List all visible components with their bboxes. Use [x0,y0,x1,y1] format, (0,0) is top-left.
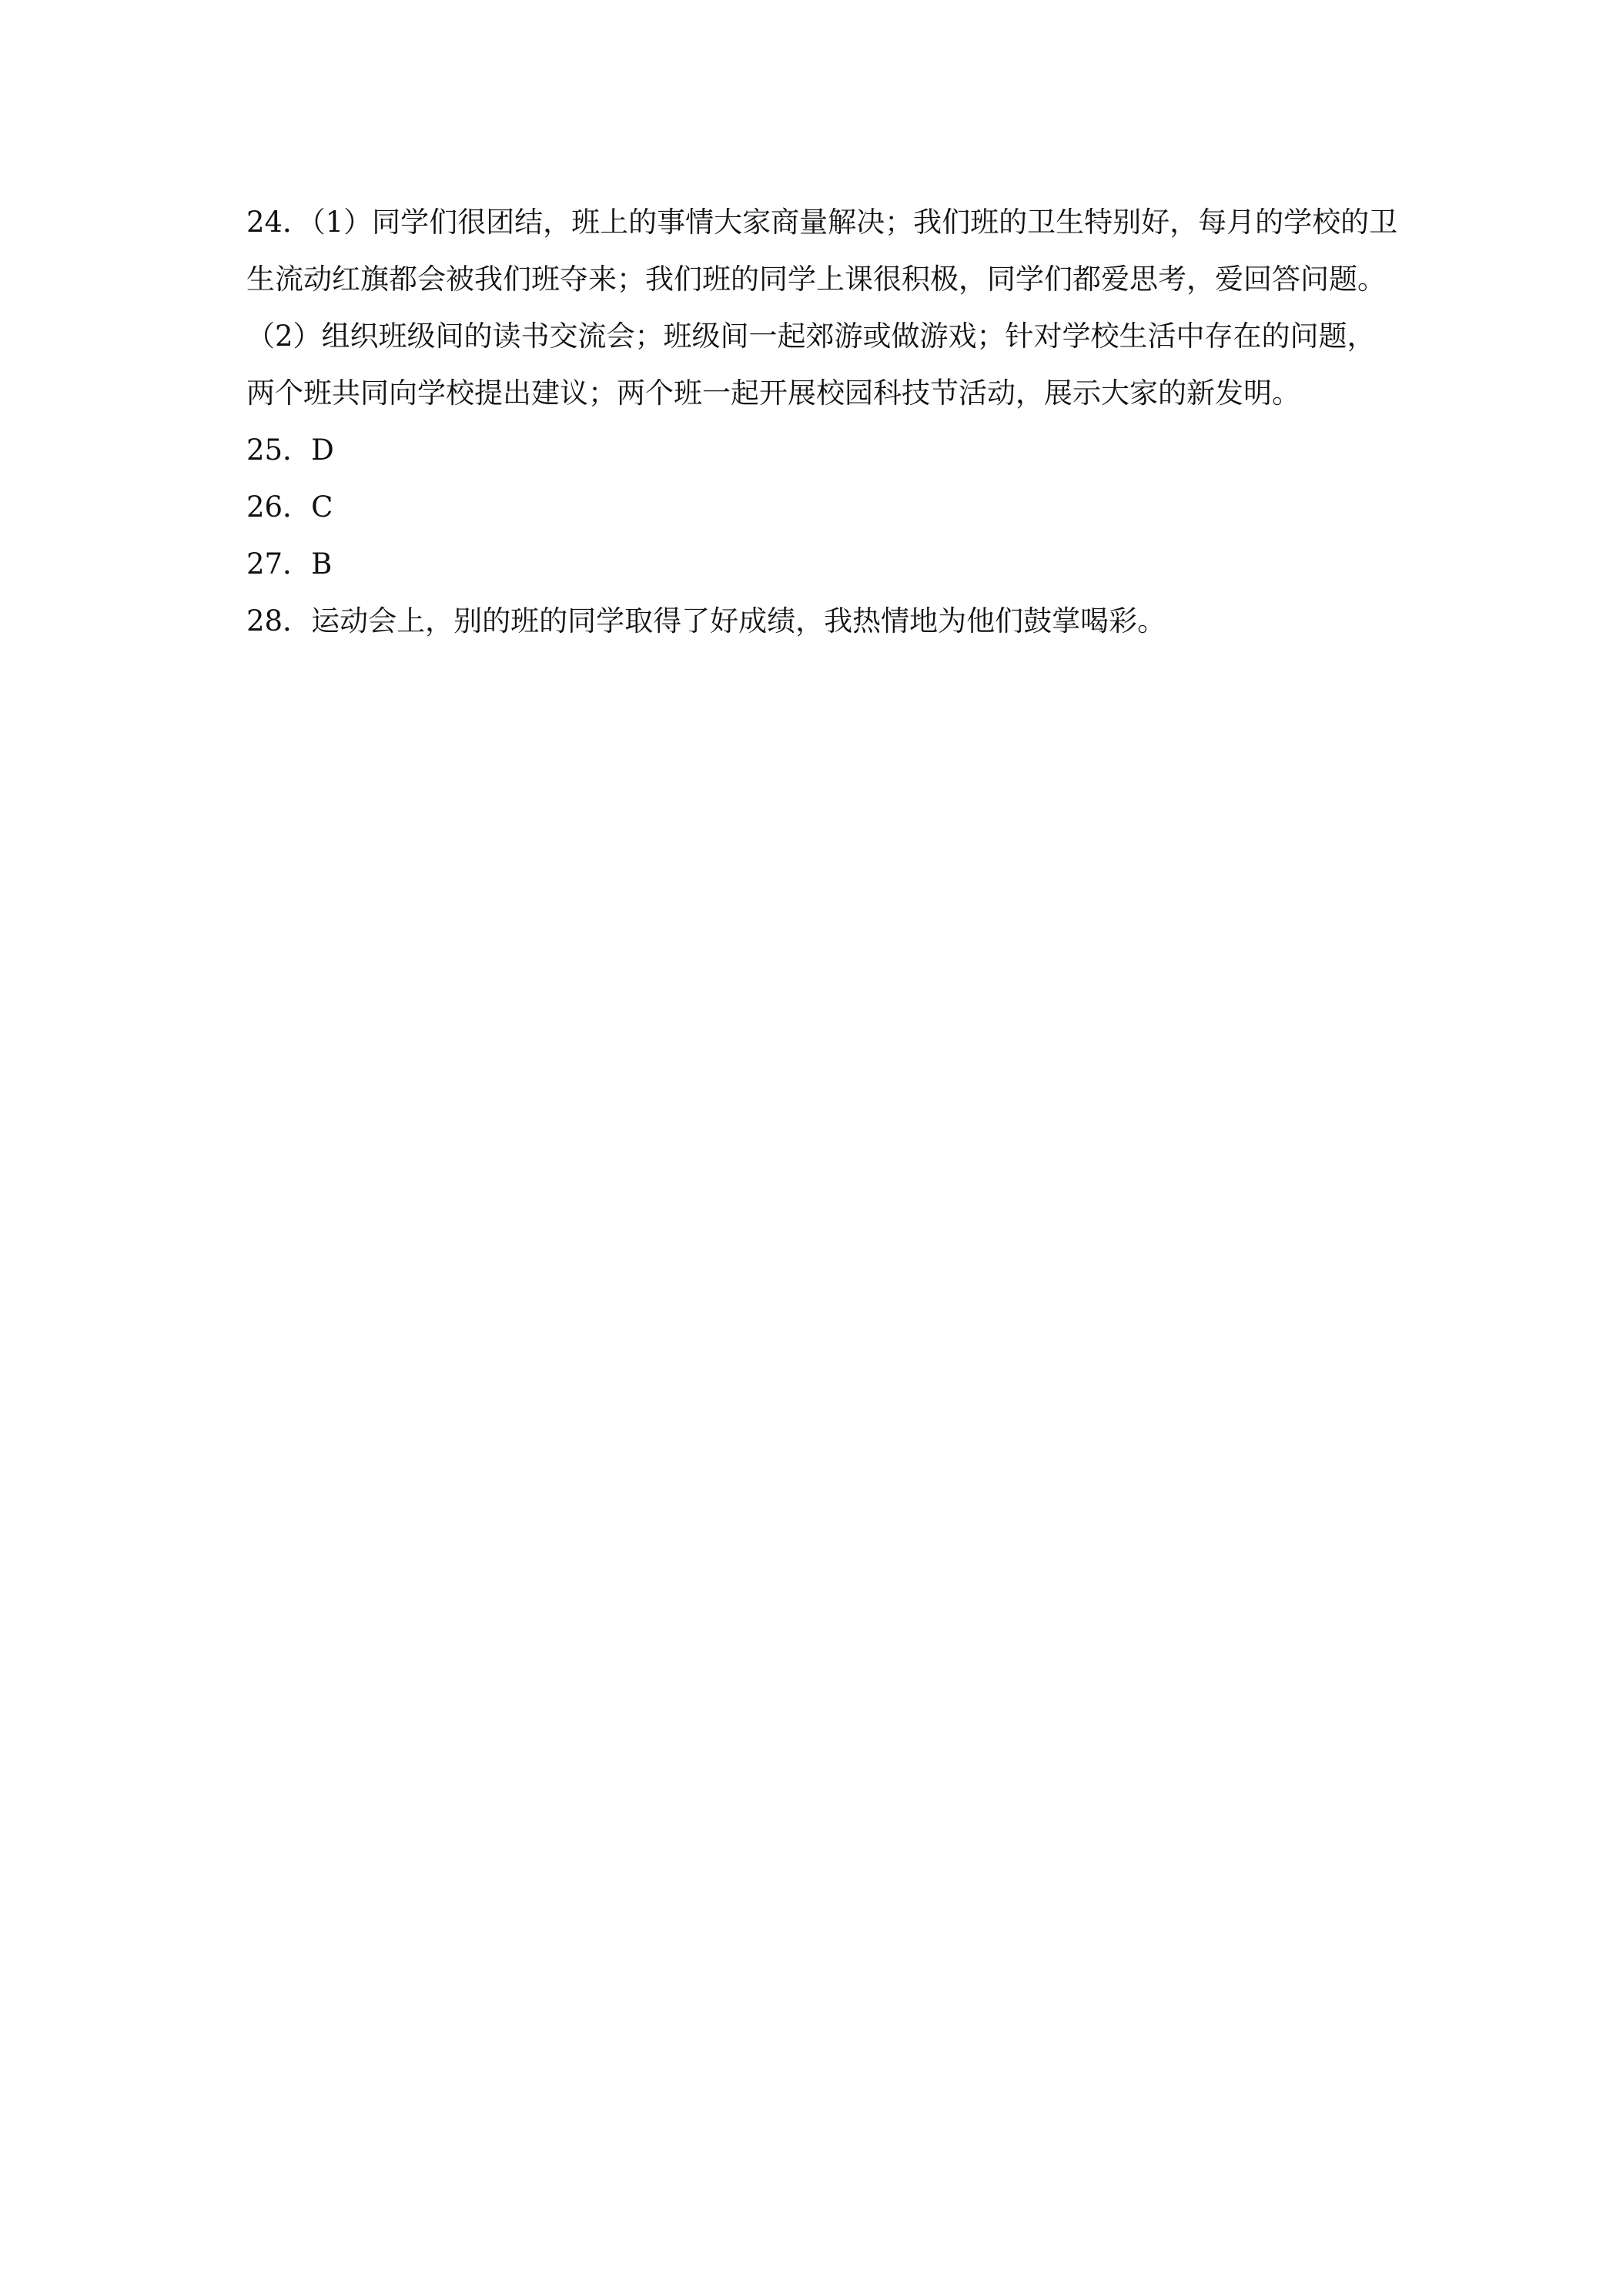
answer-25 [246,422,1386,479]
answer-24-line-3 [246,308,1386,365]
answer-27-text: B [311,547,333,581]
answer-24-text-line-3: （2）组织班级间的读书交流会；班级间一起郊游或做游戏；针对学校生活中存在的问题， [246,320,1376,353]
answer-24-line-4 [246,365,1386,422]
answer-26 [246,479,1386,536]
answer-28 [246,593,1386,650]
answer-27 [246,536,1386,593]
answer-list [246,194,1398,650]
answer-24-text-line-2: 生流动红旗都会被我们班夺来；我们班的同学上课很积极，同学们都爱思考，爱回答问题。 [246,263,1386,296]
answer-27-number: 27． [246,547,312,581]
answer-25-number: 25． [246,433,312,467]
answer-24-number: 24． [246,206,312,239]
answer-24-line-2 [246,251,1386,308]
answer-24-text-line-4: 两个班共同向学校提出建议；两个班一起开展校园科技节活动，展示大家的新发明。 [246,377,1300,410]
answer-25-text: D [311,433,334,467]
answer-26-text: C [311,490,333,524]
answer-24-text-line-1: （1）同学们很团结，班上的事情大家商量解决；我们班的卫生特别好，每月的学校的卫 [311,206,1398,239]
answer-28-text: 运动会上，别的班的同学取得了好成绩，我热情地为他们鼓掌喝彩。 [311,604,1166,638]
answer-26-number: 26． [246,490,312,524]
answer-24-line-1 [246,194,1398,251]
answer-28-number: 28． [246,604,312,638]
